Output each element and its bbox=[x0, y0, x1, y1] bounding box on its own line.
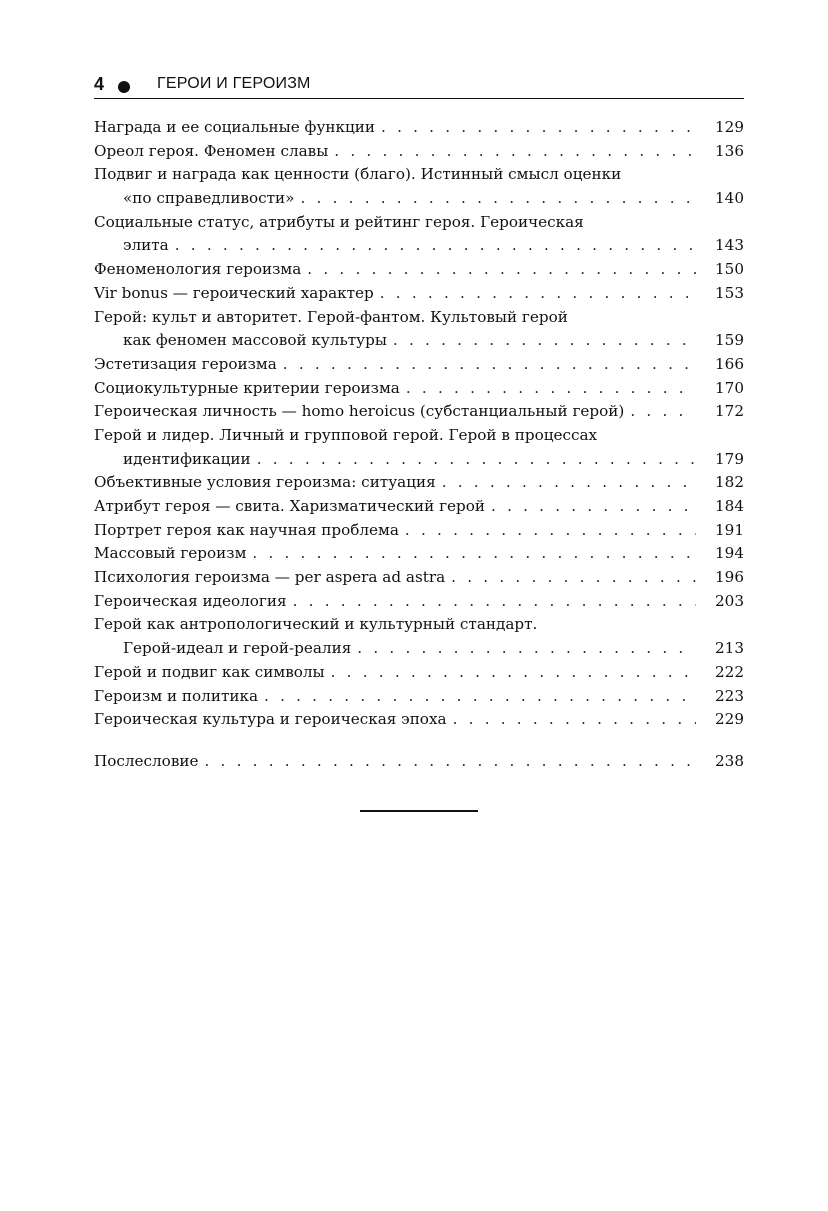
toc-line bbox=[94, 519, 744, 543]
toc-entry-title: Vir bonus — героический характер bbox=[94, 283, 374, 302]
toc-entry[interactable] bbox=[94, 542, 744, 566]
toc-entry-title: Социокультурные критерии героизма bbox=[94, 378, 400, 397]
toc-entry-title: Герой: культ и авторитет. Герой-фантом. Культовый герой bbox=[94, 307, 568, 326]
toc-entry-title: Героическая идеология bbox=[94, 591, 287, 610]
toc-entry-page: 170 bbox=[715, 378, 744, 397]
toc-line bbox=[94, 566, 744, 590]
toc-entry-page: 179 bbox=[715, 449, 744, 468]
toc-entry-title: Подвиг и награда как ценности (благо). Истинный смысл оценки bbox=[94, 165, 622, 184]
toc-entry-page: 140 bbox=[715, 189, 744, 208]
toc-line bbox=[94, 234, 744, 258]
toc-entry[interactable] bbox=[94, 661, 744, 685]
toc-entry-title: Массовый героизм bbox=[94, 544, 247, 563]
toc-entry-page: 143 bbox=[715, 236, 744, 255]
toc-entry-page: 196 bbox=[715, 568, 744, 587]
toc-entry[interactable] bbox=[94, 613, 744, 660]
toc-entry-page: 129 bbox=[715, 118, 744, 136]
toc-line bbox=[94, 400, 744, 424]
toc-entry-page: 182 bbox=[715, 473, 744, 492]
leader-dots bbox=[252, 542, 696, 566]
toc-line bbox=[94, 471, 744, 495]
toc-entry-page: 172 bbox=[715, 402, 744, 421]
toc-entry[interactable] bbox=[94, 471, 744, 495]
toc-entry-page: 166 bbox=[715, 354, 744, 373]
toc-entry-page: 238 bbox=[715, 751, 744, 770]
toc-entry-page: 184 bbox=[715, 497, 744, 515]
end-rule bbox=[360, 810, 478, 812]
toc-entry-title: Феноменология героизма bbox=[94, 260, 302, 279]
toc-entry[interactable] bbox=[94, 685, 744, 709]
toc-entry-title: Эстетизация героизма bbox=[94, 354, 277, 373]
toc-entry[interactable] bbox=[94, 424, 744, 471]
toc-entry-page: 223 bbox=[715, 686, 744, 705]
toc-line bbox=[94, 637, 744, 661]
toc-line bbox=[94, 116, 744, 140]
leader-dots bbox=[293, 590, 696, 614]
running-header bbox=[94, 72, 744, 99]
leader-dots bbox=[453, 708, 696, 732]
toc-entry-title: Психология героизма — per aspera ad astra bbox=[94, 568, 446, 587]
toc-entry-title: Атрибут героя — свита. Харизматический герой bbox=[94, 497, 486, 515]
toc-line bbox=[94, 163, 744, 187]
toc-entry-page: 159 bbox=[715, 331, 744, 350]
leader-dots bbox=[393, 329, 696, 353]
leader-dots bbox=[442, 471, 696, 495]
toc-line bbox=[94, 187, 744, 211]
section-gap bbox=[94, 732, 744, 750]
leader-dots bbox=[257, 448, 696, 472]
table-of-contents bbox=[94, 116, 744, 774]
toc-entry[interactable] bbox=[94, 282, 744, 306]
toc-entry-page: 213 bbox=[715, 639, 744, 658]
toc-line bbox=[94, 282, 744, 306]
leader-dots bbox=[300, 187, 696, 211]
toc-entry[interactable] bbox=[94, 306, 744, 353]
toc-entry[interactable] bbox=[94, 211, 744, 258]
toc-entry-page: 222 bbox=[715, 662, 744, 681]
toc-entry[interactable] bbox=[94, 163, 744, 210]
leader-dots bbox=[405, 519, 696, 543]
toc-entry-title: Награда и ее социальные функции bbox=[94, 118, 376, 136]
toc-entry-afterword[interactable] bbox=[94, 750, 744, 774]
toc-entry-title: Герой как антропологический и культурный стандарт. bbox=[94, 615, 538, 634]
toc-line bbox=[94, 613, 744, 637]
leader-dots bbox=[451, 566, 696, 590]
toc-line bbox=[94, 353, 744, 377]
toc-entry-title: Героическая личность — homo heroicus (субстанциальный герой) bbox=[94, 402, 625, 421]
toc-entry-title: идентификации bbox=[123, 449, 251, 468]
leader-dots bbox=[205, 750, 697, 774]
toc-entry-title: Объективные условия героизма: ситуация bbox=[94, 473, 436, 492]
toc-entry-title: Послесловие bbox=[94, 751, 199, 770]
toc-line bbox=[94, 377, 744, 401]
toc-entry-page: 229 bbox=[715, 710, 744, 729]
toc-entry-page: 191 bbox=[715, 520, 744, 539]
toc-entry-title: Ореол героя. Феномен славы bbox=[94, 141, 329, 160]
page-number: 4 bbox=[94, 74, 105, 94]
toc-line bbox=[94, 211, 744, 235]
leader-dots bbox=[331, 661, 696, 685]
toc-entry-title: Герой и лидер. Личный и групповой герой. Герой в процессах bbox=[94, 425, 598, 444]
toc-line bbox=[94, 424, 744, 448]
toc-entry-page: 150 bbox=[715, 260, 744, 279]
toc-entry-page: 194 bbox=[715, 544, 744, 563]
toc-entry[interactable] bbox=[94, 708, 744, 732]
leader-dots bbox=[357, 637, 696, 661]
toc-entry-title: Социальные статус, атрибуты и рейтинг героя. Героическая bbox=[94, 212, 584, 231]
leader-dots bbox=[406, 377, 696, 401]
toc-entry-title: элита bbox=[123, 236, 169, 255]
toc-entry[interactable] bbox=[94, 258, 744, 282]
running-title: ГЕРОИ И ГЕРОИЗМ bbox=[157, 75, 311, 92]
toc-entry[interactable] bbox=[94, 400, 744, 424]
leader-dots bbox=[630, 400, 696, 424]
leader-dots bbox=[380, 282, 696, 306]
leader-dots bbox=[283, 353, 696, 377]
leader-dots bbox=[381, 116, 696, 140]
toc-entry-title: Героизм и политика bbox=[94, 686, 259, 705]
toc-entry[interactable] bbox=[94, 377, 744, 401]
toc-entry[interactable] bbox=[94, 519, 744, 543]
toc-entry-page: 136 bbox=[715, 141, 744, 160]
toc-line bbox=[94, 661, 744, 685]
toc-line bbox=[94, 140, 744, 164]
toc-entry-title: «по справедливости» bbox=[123, 189, 295, 208]
toc-line bbox=[94, 708, 744, 732]
toc-entry-title: как феномен массовой культуры bbox=[123, 331, 387, 350]
toc-line bbox=[94, 590, 744, 614]
toc-entry-title: Портрет героя как научная проблема bbox=[94, 520, 399, 539]
toc-entry[interactable] bbox=[94, 116, 744, 140]
toc-line bbox=[94, 306, 744, 330]
bullet-icon bbox=[118, 81, 130, 93]
toc-line bbox=[94, 329, 744, 353]
toc-entry-title: Героическая культура и героическая эпоха bbox=[94, 710, 447, 729]
leader-dots bbox=[334, 140, 696, 164]
toc-entry[interactable] bbox=[94, 495, 744, 519]
toc-line bbox=[94, 495, 744, 519]
leader-dots bbox=[175, 234, 696, 258]
leader-dots bbox=[307, 258, 696, 282]
toc-line bbox=[94, 258, 744, 282]
toc-line bbox=[94, 542, 744, 566]
leader-dots bbox=[264, 685, 696, 709]
toc-entry[interactable] bbox=[94, 353, 744, 377]
toc-entry[interactable] bbox=[94, 590, 744, 614]
toc-entry-title: Герой-идеал и герой-реалия bbox=[123, 639, 352, 658]
toc-entry-title: Герой и подвиг как символы bbox=[94, 662, 325, 681]
leader-dots bbox=[491, 495, 696, 519]
toc-entry[interactable] bbox=[94, 140, 744, 164]
toc-entry[interactable] bbox=[94, 566, 744, 590]
toc-entry-page: 203 bbox=[715, 591, 744, 610]
toc-line bbox=[94, 448, 744, 472]
toc-line bbox=[94, 685, 744, 709]
toc-entry-page: 153 bbox=[715, 283, 744, 302]
